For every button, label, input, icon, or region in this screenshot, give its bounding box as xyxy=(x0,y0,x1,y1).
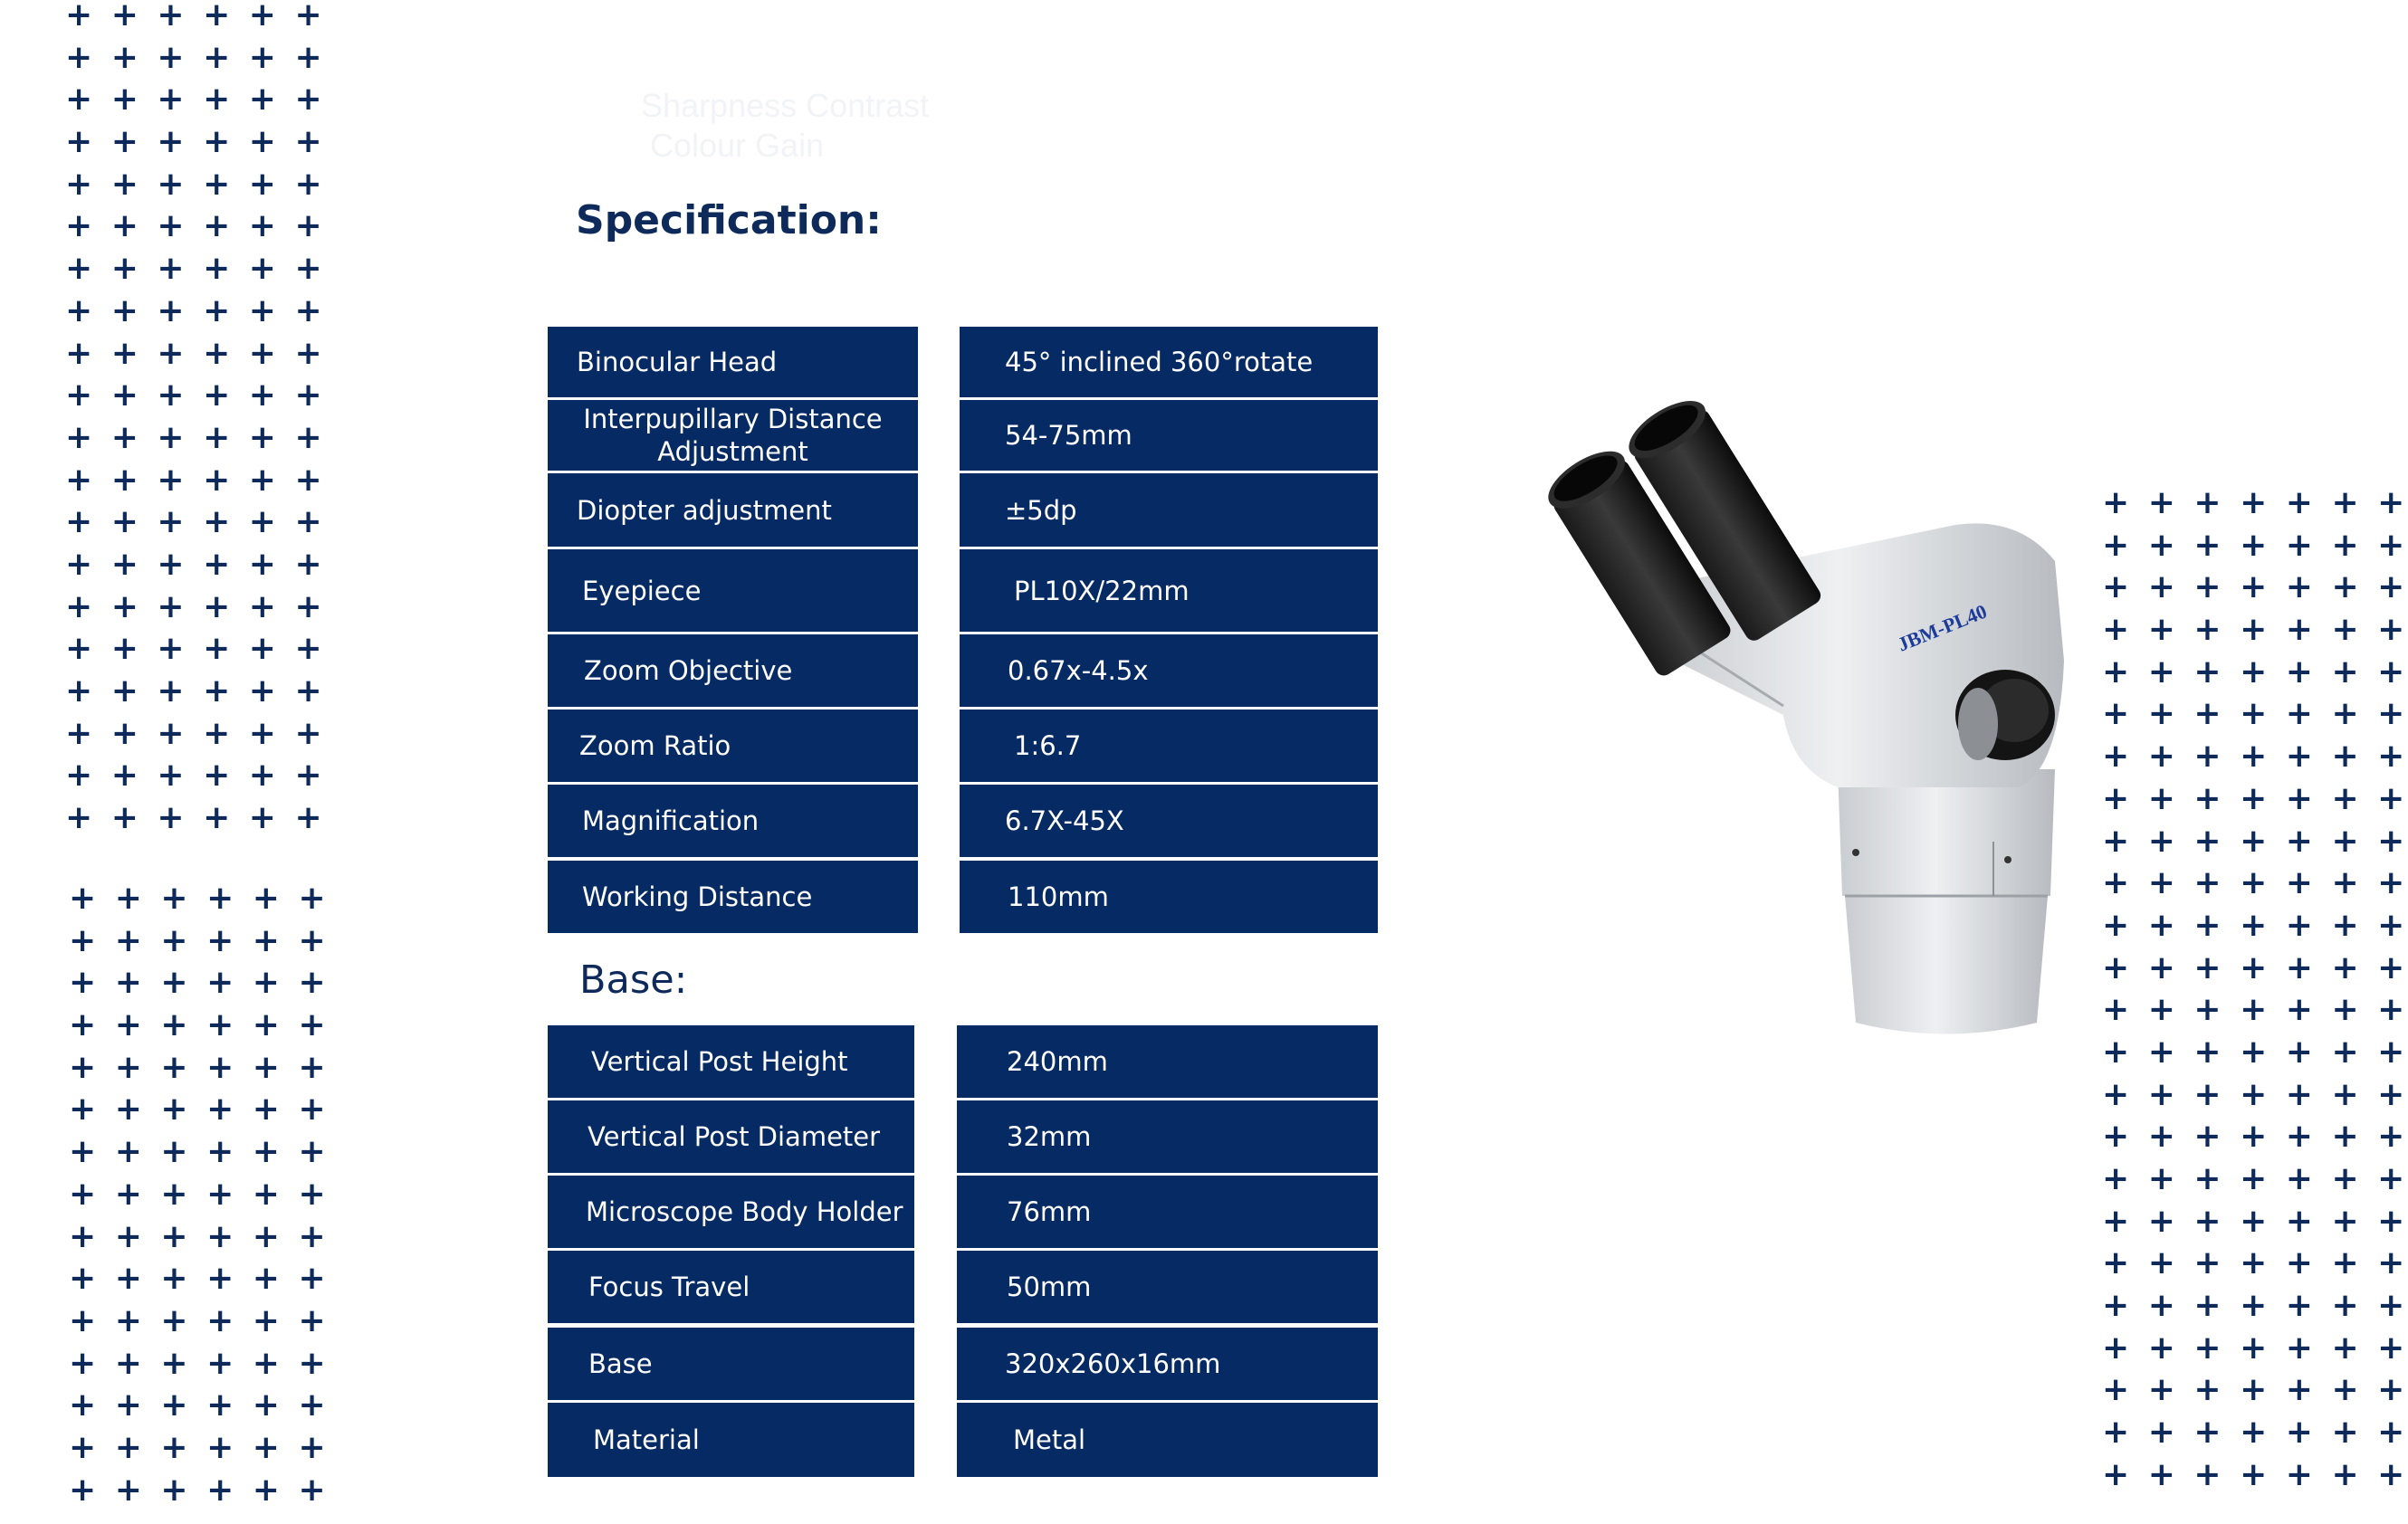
spec-value-diopter: ±5dp xyxy=(960,473,1378,547)
plus-pattern-row: + + + + + + xyxy=(69,880,330,917)
base-value-post-diameter: 32mm xyxy=(957,1100,1378,1173)
plus-pattern-row: + + + + + + + xyxy=(2102,695,2408,733)
specification-title: Specification: xyxy=(576,197,882,243)
spec-label-magnification: Magnification xyxy=(548,785,918,857)
microscope-head-image xyxy=(1512,389,2073,1059)
spec-value-working-distance: 110mm xyxy=(960,861,1378,933)
plus-pattern-row: + + + + + + + xyxy=(2102,611,2408,649)
plus-pattern-row: + + + + + + xyxy=(69,964,330,1002)
spec-label-interpupillary xyxy=(548,400,918,471)
plus-pattern-row: + + + + + + + xyxy=(2102,1329,2408,1367)
plus-pattern-row: + + + + + + + xyxy=(2102,1118,2408,1156)
base-label-post-diameter: Vertical Post Diameter xyxy=(548,1100,914,1173)
plus-pattern-row: + + + + + + xyxy=(65,714,326,752)
plus-pattern-row: + + + + + + xyxy=(69,1428,330,1466)
base-value-post-height: 240mm xyxy=(957,1025,1378,1098)
model-label: JBM-PL40 xyxy=(1894,599,1991,656)
plus-pattern-row: + + + + + + xyxy=(65,291,326,329)
plus-pattern-row: + + + + + + + xyxy=(2102,1033,2408,1071)
plus-pattern-row: + + + + + + xyxy=(69,1301,330,1339)
spec-value-magnification: 6.7X-45X xyxy=(960,785,1378,857)
base-value-body-holder: 76mm xyxy=(957,1176,1378,1248)
plus-pattern-row: + + + + + + + xyxy=(2102,484,2408,521)
plus-pattern-row: + + + + + + + xyxy=(2102,864,2408,902)
plus-pattern-row: + + + + + + + xyxy=(2102,1371,2408,1409)
spec-value-binocular-head: 45° inclined 360°rotate xyxy=(960,327,1378,397)
plus-pattern-row: + + + + + + + xyxy=(2102,822,2408,860)
plus-pattern-row: + + + + + + xyxy=(65,250,326,288)
plus-pattern-row: + + + + + + xyxy=(65,799,326,837)
base-value-focus-travel: 50mm xyxy=(957,1251,1378,1323)
spec-label-eyepiece: Eyepiece xyxy=(548,549,918,632)
plus-pattern-row: + + + + + + + xyxy=(2102,738,2408,776)
spec-label-working-distance: Working Distance xyxy=(548,861,918,933)
spec-value-zoom-objective: 0.67x-4.5x xyxy=(960,634,1378,707)
plus-pattern-row: + + + + + + + xyxy=(2102,991,2408,1029)
spec-label-zoom-objective: Zoom Objective xyxy=(548,634,918,707)
spec-value-interpupillary: 54-75mm xyxy=(960,400,1378,471)
plus-pattern-row: + + + + + + xyxy=(65,0,326,33)
plus-pattern-row: + + + + + + xyxy=(69,1344,330,1382)
base-label-material: Material xyxy=(548,1403,914,1477)
base-label-focus-travel: Focus Travel xyxy=(548,1251,914,1323)
spec-label-interpupillary-line2: Adjustment xyxy=(657,436,808,467)
plus-pattern-row: + + + + + + xyxy=(69,1091,330,1129)
plus-pattern-row: + + + + + + xyxy=(65,123,326,161)
plus-pattern-row: + + + + + + xyxy=(69,1217,330,1255)
plus-pattern-row: + + + + + + xyxy=(65,207,326,245)
plus-pattern-row: + + + + + + xyxy=(65,418,326,456)
spec-label-zoom-ratio: Zoom Ratio xyxy=(548,710,918,782)
plus-pattern-row: + + + + + + + xyxy=(2102,1160,2408,1197)
plus-pattern-row: + + + + + + + xyxy=(2102,906,2408,944)
spec-label-binocular-head: Binocular Head xyxy=(548,327,918,397)
plus-pattern-row: + + + + + + xyxy=(65,757,326,795)
plus-pattern-row: + + + + + + xyxy=(65,630,326,668)
plus-pattern-left-bottom xyxy=(69,878,330,1511)
base-title: Base: xyxy=(579,957,688,1003)
plus-pattern-row: + + + + + + xyxy=(65,672,326,710)
plus-pattern-row: + + + + + + xyxy=(65,376,326,414)
plus-pattern-row: + + + + + + xyxy=(65,545,326,583)
spec-value-eyepiece: PL10X/22mm xyxy=(960,549,1378,632)
plus-pattern-row: + + + + + + + xyxy=(2102,1075,2408,1113)
base-label-post-height: Vertical Post Height xyxy=(548,1025,914,1098)
plus-pattern-row: + + + + + + xyxy=(69,1386,330,1424)
plus-pattern-row: + + + + + + + xyxy=(2102,1414,2408,1452)
plus-pattern-row: + + + + + + xyxy=(69,1048,330,1086)
plus-pattern-row: + + + + + + + xyxy=(2102,1244,2408,1282)
plus-pattern-right xyxy=(2102,482,2408,1497)
plus-pattern-row: + + + + + + + xyxy=(2102,948,2408,986)
base-label-body-holder: Microscope Body Holder xyxy=(548,1176,914,1248)
plus-pattern-row: + + + + + + + xyxy=(2102,1202,2408,1240)
plus-pattern-row: + + + + + + xyxy=(65,587,326,625)
plus-pattern-row: + + + + + + xyxy=(65,461,326,499)
plus-pattern-row: + + + + + + xyxy=(69,1006,330,1044)
spec-label-diopter: Diopter adjustment xyxy=(548,473,918,547)
faint-caption-line2: Colour Gain xyxy=(650,127,825,164)
plus-pattern-row: + + + + + + xyxy=(69,1175,330,1213)
plus-pattern-row: + + + + + + xyxy=(65,165,326,203)
plus-pattern-row: + + + + + + xyxy=(65,334,326,372)
plus-pattern-row: + + + + + + + xyxy=(2102,568,2408,606)
plus-pattern-row: + + + + + + xyxy=(69,921,330,959)
base-label-base: Base xyxy=(548,1328,914,1400)
plus-pattern-row: + + + + + + xyxy=(69,1471,330,1509)
plus-pattern-row: + + + + + + + xyxy=(2102,1455,2408,1493)
plus-pattern-row: + + + + + + xyxy=(65,503,326,541)
plus-pattern-row: + + + + + + xyxy=(69,1133,330,1171)
base-value-base: 320x260x16mm xyxy=(957,1328,1378,1400)
plus-pattern-row: + + + + + + + xyxy=(2102,779,2408,817)
plus-pattern-row: + + + + + + + xyxy=(2102,652,2408,691)
plus-pattern-row: + + + + + + xyxy=(65,38,326,76)
base-value-material: Metal xyxy=(957,1403,1378,1477)
plus-pattern-left-top xyxy=(65,0,326,840)
spec-value-zoom-ratio: 1:6.7 xyxy=(960,710,1378,782)
faint-caption-line1: Sharpness Contrast xyxy=(641,87,930,124)
plus-pattern-row: + + + + + + + xyxy=(2102,1287,2408,1325)
plus-pattern-row: + + + + + + xyxy=(65,81,326,119)
plus-pattern-row: + + + + + + xyxy=(69,1260,330,1298)
spec-label-interpupillary-line1: Interpupillary Distance xyxy=(583,404,883,434)
plus-pattern-row: + + + + + + + xyxy=(2102,526,2408,564)
